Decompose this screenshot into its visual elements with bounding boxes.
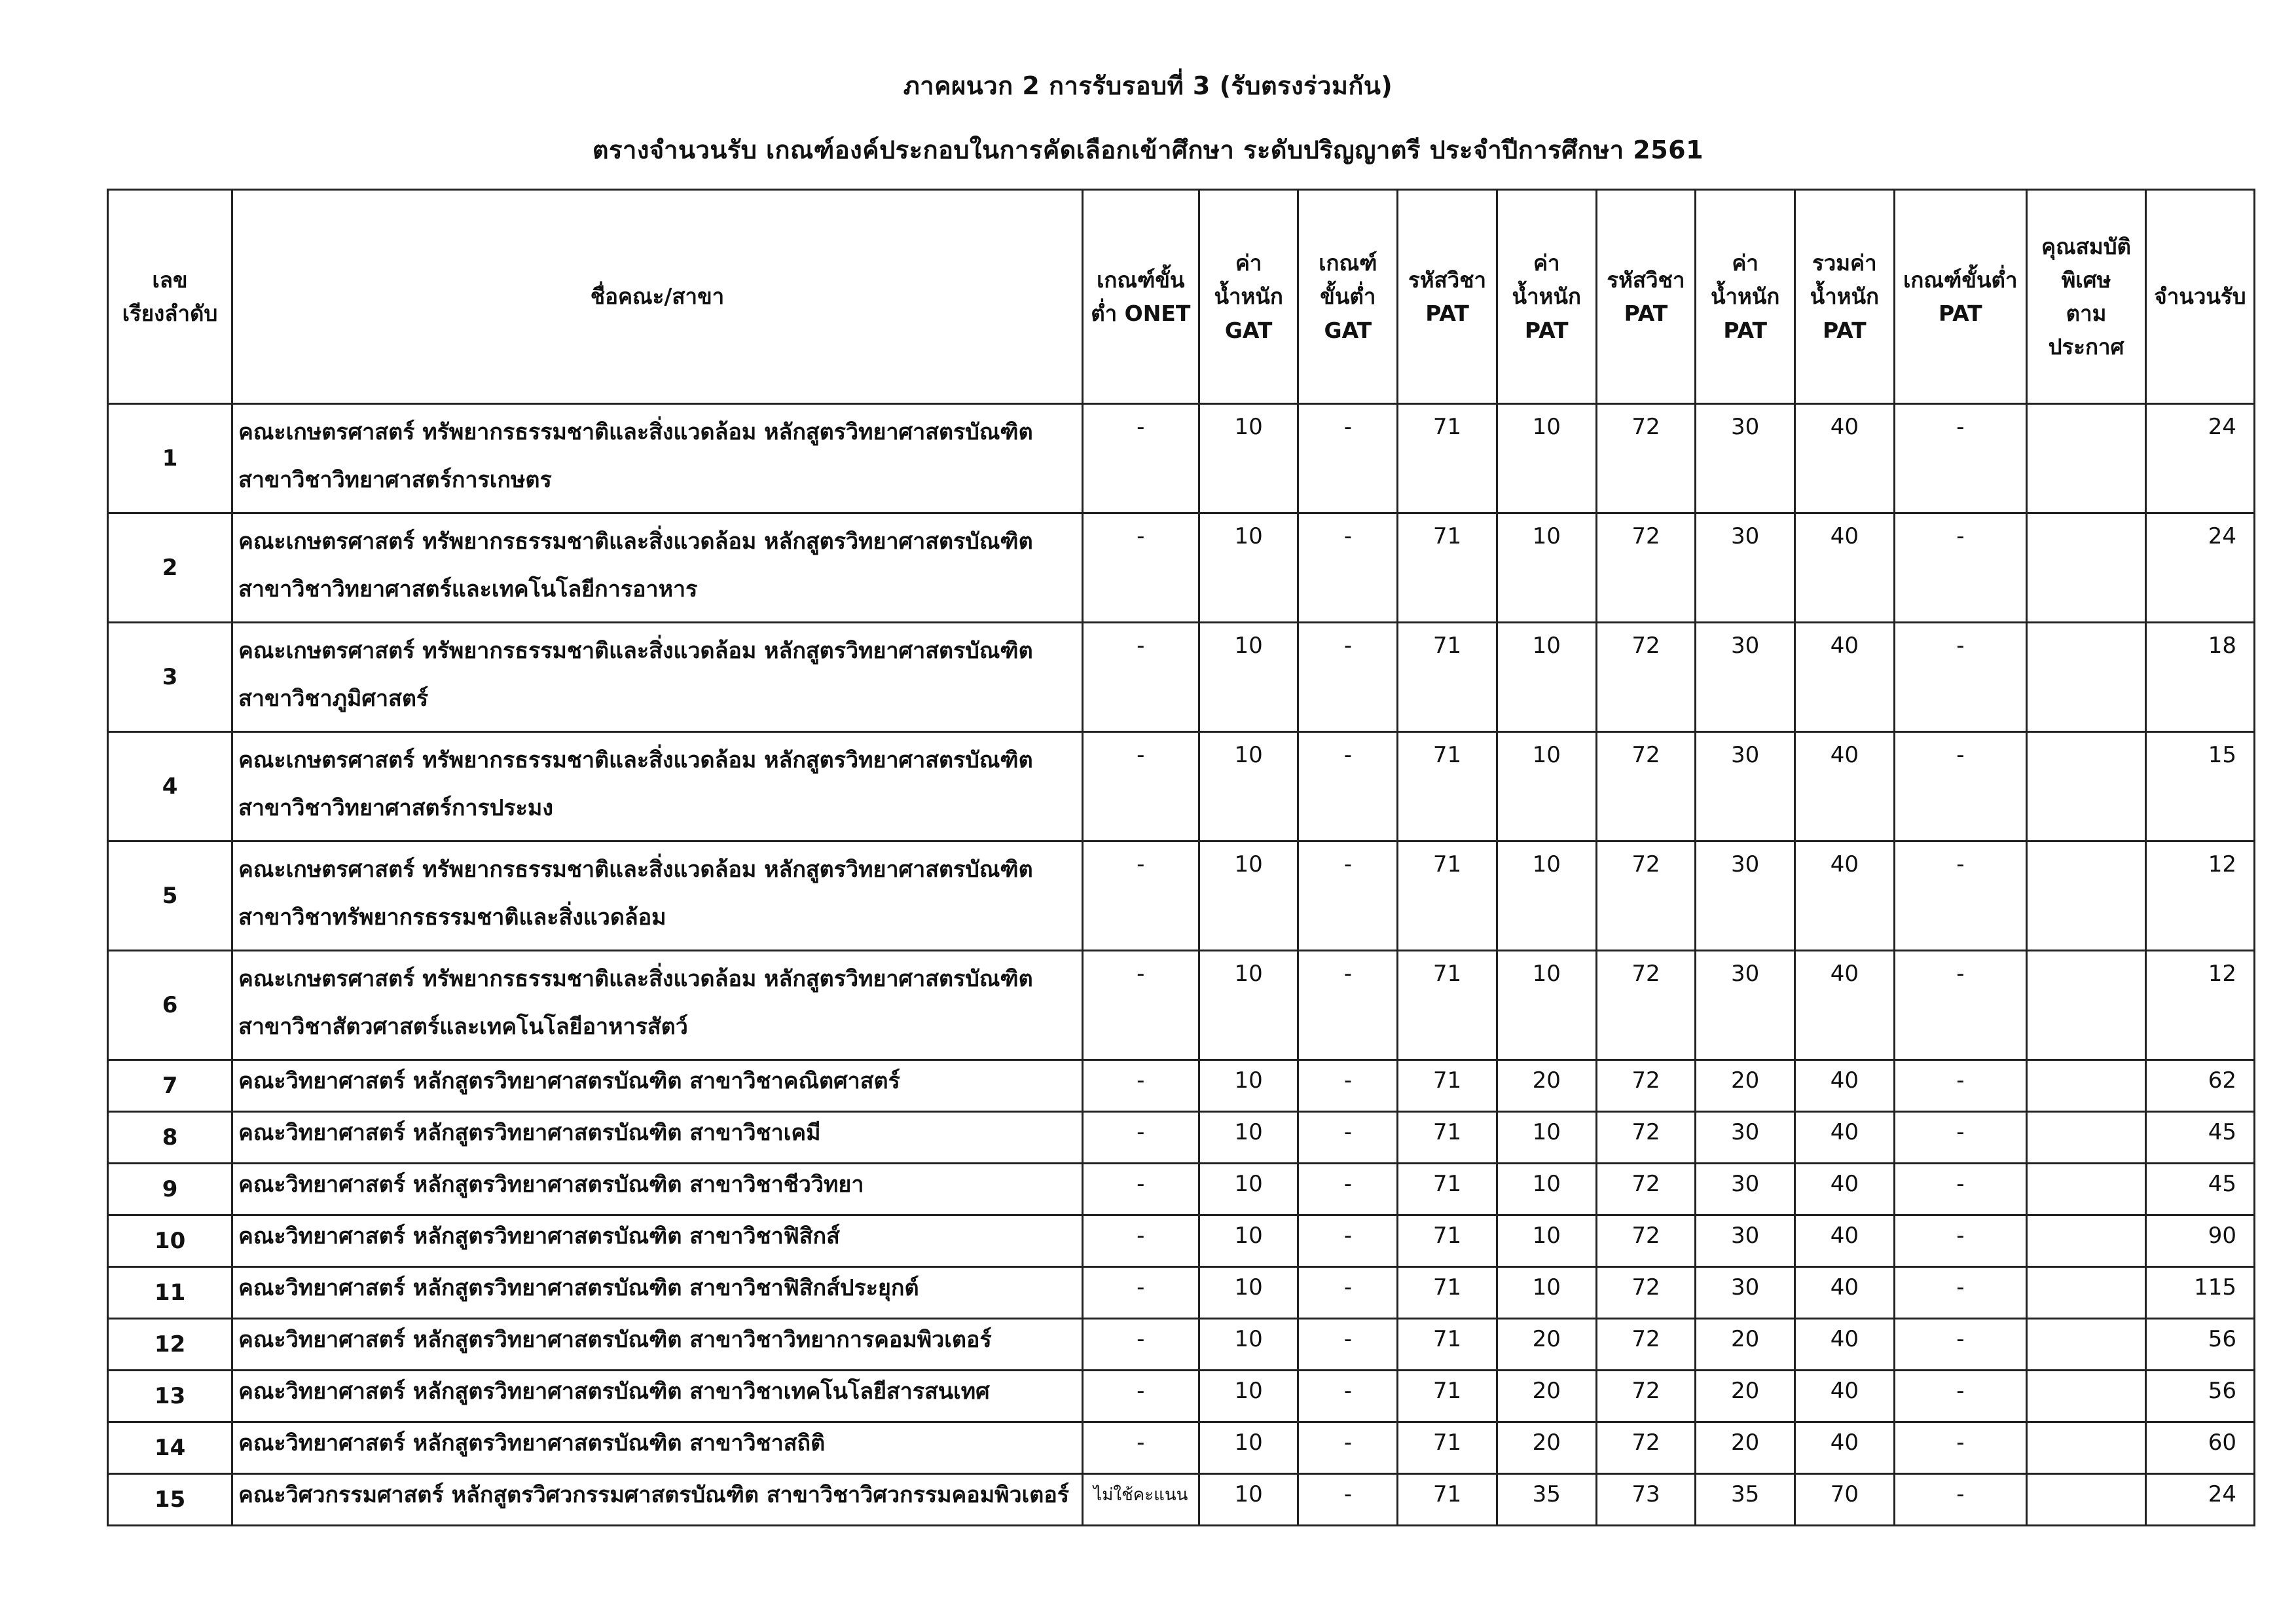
table-row: [108, 404, 2255, 513]
cell-gat-weight: 10: [1199, 623, 1298, 732]
cell-pat-code-2: 73: [1596, 1474, 1696, 1526]
program-line-2: สาขาวิชาวิทยาศาสตร์การเกษตร: [238, 467, 552, 494]
cell-pat-code-2: 72: [1596, 1267, 1696, 1319]
table-row: [108, 1474, 2255, 1526]
cell-pat-total-weight: 70: [1795, 1474, 1895, 1526]
cell-pat-weight-2: 30: [1696, 1164, 1795, 1215]
cell-pat-weight-2: 20: [1696, 1319, 1795, 1371]
document-subtitle: ตรางจำนวนรับ เกณฑ์องค์ประกอบในการคัดเลือกเข้าศึกษา ระดับปริญญาตรี ประจำปีการศึกษา 2561: [592, 136, 1704, 164]
cell-faculty-program: [232, 513, 1083, 623]
cell-pat-weight-1: 20: [1497, 1319, 1596, 1371]
table-row: [108, 1319, 2255, 1371]
cell-order-number: 9: [108, 1164, 232, 1215]
header-pat-minimum: เกณฑ์ขั้นต่ำ PAT: [1894, 190, 2026, 404]
cell-faculty-program: [232, 1319, 1083, 1371]
cell-pat-code-2: 72: [1596, 951, 1696, 1060]
cell-onet-minimum: -: [1082, 1371, 1199, 1422]
header-pat-weight-1: ค่า น้ำหนัก PAT: [1497, 190, 1596, 404]
cell-gat-weight: 10: [1199, 513, 1298, 623]
cell-onet-minimum: -: [1082, 732, 1199, 841]
cell-gat-weight: 10: [1199, 951, 1298, 1060]
cell-pat-weight-1: 10: [1497, 732, 1596, 841]
cell-pat-weight-1: 10: [1497, 513, 1596, 623]
header-pat-code-1: รหัสวิชา PAT: [1398, 190, 1497, 404]
cell-special-qualification: [2026, 513, 2145, 623]
cell-faculty-program: [232, 1215, 1083, 1267]
admission-table: [107, 189, 2255, 1526]
table-header-row: [108, 190, 2255, 404]
cell-faculty-program: [232, 732, 1083, 841]
cell-pat-code-1: 71: [1398, 1474, 1497, 1526]
cell-pat-minimum: -: [1894, 1215, 2026, 1267]
cell-seats: 15: [2146, 732, 2255, 841]
cell-special-qualification: [2026, 623, 2145, 732]
program-line-1: คณะเกษตรศาสตร์ ทรัพยากรธรรมชาติและสิ่งแวดล้อม หลักสูตรวิทยาศาสตรบัณฑิต: [238, 528, 1033, 555]
cell-order-number: 8: [108, 1112, 232, 1164]
cell-onet-minimum: -: [1082, 1060, 1199, 1112]
cell-seats: 90: [2146, 1215, 2255, 1267]
cell-seats: 115: [2146, 1267, 2255, 1319]
cell-pat-code-2: 72: [1596, 732, 1696, 841]
program-line-1: คณะวิทยาศาสตร์ หลักสูตรวิทยาศาสตรบัณฑิต สาขาวิชาสถิติ: [238, 1430, 826, 1456]
program-line-1: คณะเกษตรศาสตร์ ทรัพยากรธรรมชาติและสิ่งแวดล้อม หลักสูตรวิทยาศาสตรบัณฑิต: [238, 638, 1033, 664]
cell-pat-minimum: -: [1894, 623, 2026, 732]
cell-order-number: 12: [108, 1319, 232, 1371]
program-line-1: คณะวิทยาศาสตร์ หลักสูตรวิทยาศาสตรบัณฑิต สาขาวิชาชีววิทยา: [238, 1172, 864, 1198]
cell-pat-minimum: -: [1894, 1060, 2026, 1112]
cell-pat-minimum: -: [1894, 513, 2026, 623]
cell-gat-minimum: -: [1298, 1422, 1398, 1474]
cell-pat-weight-2: 20: [1696, 1371, 1795, 1422]
cell-order-number: 6: [108, 951, 232, 1060]
cell-pat-code-2: 72: [1596, 623, 1696, 732]
cell-gat-minimum: -: [1298, 1371, 1398, 1422]
table-row: [108, 623, 2255, 732]
header-order-number: เลข เรียงลำดับ: [108, 190, 232, 404]
cell-onet-minimum: -: [1082, 513, 1199, 623]
cell-gat-minimum: -: [1298, 1164, 1398, 1215]
cell-special-qualification: [2026, 1215, 2145, 1267]
cell-pat-weight-1: 10: [1497, 1164, 1596, 1215]
cell-pat-weight-2: 30: [1696, 1267, 1795, 1319]
cell-gat-minimum: -: [1298, 732, 1398, 841]
cell-pat-code-2: 72: [1596, 1060, 1696, 1112]
cell-seats: 12: [2146, 951, 2255, 1060]
cell-pat-code-2: 72: [1596, 1112, 1696, 1164]
cell-pat-weight-1: 10: [1497, 951, 1596, 1060]
cell-pat-code-1: 71: [1398, 1164, 1497, 1215]
cell-gat-weight: 10: [1199, 1112, 1298, 1164]
cell-pat-weight-1: 20: [1497, 1060, 1596, 1112]
header-faculty-program: ชื่อคณะ/สาขา: [232, 190, 1083, 404]
table-row: [108, 513, 2255, 623]
cell-pat-code-1: 71: [1398, 1267, 1497, 1319]
cell-order-number: 14: [108, 1422, 232, 1474]
cell-seats: 24: [2146, 1474, 2255, 1526]
cell-pat-weight-2: 30: [1696, 623, 1795, 732]
cell-gat-minimum: -: [1298, 1215, 1398, 1267]
cell-gat-minimum: -: [1298, 1112, 1398, 1164]
cell-faculty-program: [232, 841, 1083, 951]
cell-gat-minimum: -: [1298, 404, 1398, 513]
cell-faculty-program: [232, 623, 1083, 732]
program-line-2: สาขาวิชาสัตวศาสตร์และเทคโนโลยีอาหารสัตว์: [238, 1014, 688, 1041]
cell-gat-minimum: -: [1298, 951, 1398, 1060]
cell-gat-minimum: -: [1298, 1319, 1398, 1371]
table-row: [108, 1060, 2255, 1112]
cell-pat-weight-2: 35: [1696, 1474, 1795, 1526]
program-line-1: คณะวิศวกรรมศาสตร์ หลักสูตรวิศวกรรมศาสตรบัณฑิต สาขาวิชาวิศวกรรมคอมพิวเตอร์: [238, 1482, 1070, 1508]
program-line-1: คณะเกษตรศาสตร์ ทรัพยากรธรรมชาติและสิ่งแวดล้อม หลักสูตรวิทยาศาสตรบัณฑิต: [238, 966, 1033, 992]
header-onet-minimum: เกณฑ์ขั้น ต่ำ ONET: [1082, 190, 1199, 404]
cell-pat-weight-2: 30: [1696, 841, 1795, 951]
cell-pat-minimum: -: [1894, 1422, 2026, 1474]
cell-special-qualification: [2026, 404, 2145, 513]
cell-faculty-program: [232, 1474, 1083, 1526]
cell-pat-total-weight: 40: [1795, 623, 1895, 732]
header-seats: จำนวนรับ: [2146, 190, 2255, 404]
cell-onet-minimum: -: [1082, 1422, 1199, 1474]
cell-onet-minimum: -: [1082, 841, 1199, 951]
cell-gat-weight: 10: [1199, 1164, 1298, 1215]
cell-order-number: 2: [108, 513, 232, 623]
cell-gat-weight: 10: [1199, 841, 1298, 951]
table-row: [108, 1164, 2255, 1215]
cell-seats: 60: [2146, 1422, 2255, 1474]
cell-onet-minimum: -: [1082, 951, 1199, 1060]
cell-special-qualification: [2026, 1112, 2145, 1164]
cell-seats: 24: [2146, 404, 2255, 513]
cell-pat-weight-1: 10: [1497, 1267, 1596, 1319]
cell-pat-total-weight: 40: [1795, 1215, 1895, 1267]
cell-pat-total-weight: 40: [1795, 732, 1895, 841]
header-pat-weight-2: ค่า น้ำหนัก PAT: [1696, 190, 1795, 404]
cell-pat-total-weight: 40: [1795, 1267, 1895, 1319]
cell-special-qualification: [2026, 1371, 2145, 1422]
cell-onet-minimum: -: [1082, 1267, 1199, 1319]
cell-seats: 45: [2146, 1164, 2255, 1215]
cell-faculty-program: [232, 1164, 1083, 1215]
cell-pat-code-2: 72: [1596, 1422, 1696, 1474]
cell-pat-minimum: -: [1894, 1319, 2026, 1371]
cell-pat-minimum: -: [1894, 1267, 2026, 1319]
cell-pat-weight-2: 20: [1696, 1422, 1795, 1474]
cell-seats: 56: [2146, 1371, 2255, 1422]
cell-order-number: 11: [108, 1267, 232, 1319]
cell-gat-weight: 10: [1199, 1371, 1298, 1422]
cell-pat-weight-1: 20: [1497, 1422, 1596, 1474]
header-special-qualification: คุณสมบัติ พิเศษ ตาม ประกาศ: [2026, 190, 2145, 404]
cell-gat-minimum: -: [1298, 1267, 1398, 1319]
cell-pat-minimum: -: [1894, 1164, 2026, 1215]
program-line-1: คณะวิทยาศาสตร์ หลักสูตรวิทยาศาสตรบัณฑิต สาขาวิชาเคมี: [238, 1120, 821, 1146]
cell-gat-weight: 10: [1199, 1422, 1298, 1474]
cell-order-number: 3: [108, 623, 232, 732]
cell-gat-minimum: -: [1298, 1474, 1398, 1526]
cell-special-qualification: [2026, 1060, 2145, 1112]
cell-pat-code-1: 71: [1398, 1319, 1497, 1371]
cell-pat-total-weight: 40: [1795, 951, 1895, 1060]
cell-pat-minimum: -: [1894, 1371, 2026, 1422]
program-line-1: คณะเกษตรศาสตร์ ทรัพยากรธรรมชาติและสิ่งแวดล้อม หลักสูตรวิทยาศาสตรบัณฑิต: [238, 857, 1033, 883]
table-row: [108, 732, 2255, 841]
program-line-1: คณะวิทยาศาสตร์ หลักสูตรวิทยาศาสตรบัณฑิต สาขาวิชาวิทยาการคอมพิวเตอร์: [238, 1327, 992, 1353]
header-pat-code-2: รหัสวิชา PAT: [1596, 190, 1696, 404]
cell-gat-weight: 10: [1199, 1060, 1298, 1112]
program-line-2: สาขาวิชาวิทยาศาสตร์และเทคโนโลยีการอาหาร: [238, 576, 698, 603]
program-line-1: คณะเกษตรศาสตร์ ทรัพยากรธรรมชาติและสิ่งแวดล้อม หลักสูตรวิทยาศาสตรบัณฑิต: [238, 419, 1033, 445]
table-row: [108, 1267, 2255, 1319]
cell-order-number: 1: [108, 404, 232, 513]
table-row: [108, 1112, 2255, 1164]
cell-pat-code-2: 72: [1596, 404, 1696, 513]
cell-seats: 56: [2146, 1319, 2255, 1371]
cell-order-number: 4: [108, 732, 232, 841]
program-line-1: คณะวิทยาศาสตร์ หลักสูตรวิทยาศาสตรบัณฑิต สาขาวิชาคณิตศาสตร์: [238, 1068, 900, 1094]
cell-pat-code-1: 71: [1398, 1215, 1497, 1267]
cell-order-number: 10: [108, 1215, 232, 1267]
cell-pat-weight-2: 30: [1696, 951, 1795, 1060]
table-body: [108, 404, 2255, 1526]
cell-pat-weight-2: 30: [1696, 513, 1795, 623]
cell-gat-weight: 10: [1199, 1474, 1298, 1526]
table-row: [108, 1215, 2255, 1267]
cell-faculty-program: [232, 1060, 1083, 1112]
cell-special-qualification: [2026, 732, 2145, 841]
cell-pat-code-1: 71: [1398, 1422, 1497, 1474]
cell-seats: 12: [2146, 841, 2255, 951]
cell-pat-weight-1: 10: [1497, 841, 1596, 951]
cell-pat-code-2: 72: [1596, 1319, 1696, 1371]
program-line-1: คณะวิทยาศาสตร์ หลักสูตรวิทยาศาสตรบัณฑิต สาขาวิชาฟิสิกส์ประยุกต์: [238, 1275, 919, 1301]
cell-special-qualification: [2026, 1164, 2145, 1215]
cell-pat-total-weight: 40: [1795, 404, 1895, 513]
cell-order-number: 5: [108, 841, 232, 951]
cell-special-qualification: [2026, 841, 2145, 951]
cell-pat-weight-1: 10: [1497, 1215, 1596, 1267]
cell-pat-code-1: 71: [1398, 732, 1497, 841]
document-title: ภาคผนวก 2 การรับรอบที่ 3 (รับตรงร่วมกัน): [903, 71, 1393, 100]
cell-pat-weight-2: 30: [1696, 1112, 1795, 1164]
cell-pat-weight-1: 35: [1497, 1474, 1596, 1526]
cell-gat-minimum: -: [1298, 841, 1398, 951]
cell-gat-weight: 10: [1199, 404, 1298, 513]
cell-pat-code-2: 72: [1596, 1164, 1696, 1215]
cell-gat-weight: 10: [1199, 1319, 1298, 1371]
cell-pat-code-2: 72: [1596, 841, 1696, 951]
cell-special-qualification: [2026, 951, 2145, 1060]
cell-faculty-program: [232, 951, 1083, 1060]
cell-pat-weight-2: 30: [1696, 732, 1795, 841]
cell-pat-total-weight: 40: [1795, 1371, 1895, 1422]
cell-seats: 18: [2146, 623, 2255, 732]
cell-pat-minimum: -: [1894, 1112, 2026, 1164]
cell-onet-minimum: ไม่ใช้คะแนน: [1082, 1474, 1199, 1526]
cell-faculty-program: [232, 1422, 1083, 1474]
cell-onet-minimum: -: [1082, 1215, 1199, 1267]
program-line-1: คณะเกษตรศาสตร์ ทรัพยากรธรรมชาติและสิ่งแวดล้อม หลักสูตรวิทยาศาสตรบัณฑิต: [238, 747, 1033, 773]
cell-special-qualification: [2026, 1267, 2145, 1319]
cell-gat-minimum: -: [1298, 623, 1398, 732]
table-row: [108, 951, 2255, 1060]
cell-pat-code-1: 71: [1398, 1371, 1497, 1422]
table-row: [108, 841, 2255, 951]
cell-gat-minimum: -: [1298, 513, 1398, 623]
cell-special-qualification: [2026, 1422, 2145, 1474]
cell-pat-code-1: 71: [1398, 841, 1497, 951]
header-gat-minimum: เกณฑ์ ขั้นต่ำ GAT: [1298, 190, 1398, 404]
cell-pat-minimum: -: [1894, 732, 2026, 841]
cell-pat-minimum: -: [1894, 951, 2026, 1060]
cell-onet-minimum: -: [1082, 623, 1199, 732]
cell-onet-minimum: -: [1082, 1164, 1199, 1215]
program-line-1: คณะวิทยาศาสตร์ หลักสูตรวิทยาศาสตรบัณฑิต สาขาวิชาฟิสิกส์: [238, 1223, 840, 1249]
cell-gat-weight: 10: [1199, 1215, 1298, 1267]
cell-seats: 62: [2146, 1060, 2255, 1112]
cell-pat-weight-2: 30: [1696, 1215, 1795, 1267]
cell-faculty-program: [232, 1112, 1083, 1164]
cell-gat-weight: 10: [1199, 1267, 1298, 1319]
cell-pat-code-2: 72: [1596, 1371, 1696, 1422]
cell-pat-weight-1: 10: [1497, 404, 1596, 513]
cell-order-number: 15: [108, 1474, 232, 1526]
table-row: [108, 1422, 2255, 1474]
cell-gat-minimum: -: [1298, 1060, 1398, 1112]
header-gat-weight: ค่า น้ำหนัก GAT: [1199, 190, 1298, 404]
cell-pat-code-1: 71: [1398, 513, 1497, 623]
cell-pat-weight-2: 30: [1696, 404, 1795, 513]
cell-pat-total-weight: 40: [1795, 1319, 1895, 1371]
cell-pat-total-weight: 40: [1795, 1164, 1895, 1215]
cell-pat-code-2: 72: [1596, 513, 1696, 623]
cell-pat-weight-2: 20: [1696, 1060, 1795, 1112]
cell-pat-minimum: -: [1894, 404, 2026, 513]
cell-special-qualification: [2026, 1319, 2145, 1371]
cell-pat-code-1: 71: [1398, 623, 1497, 732]
cell-pat-total-weight: 40: [1795, 1422, 1895, 1474]
cell-pat-weight-1: 10: [1497, 1112, 1596, 1164]
cell-pat-code-2: 72: [1596, 1215, 1696, 1267]
cell-pat-weight-1: 10: [1497, 623, 1596, 732]
program-line-2: สาขาวิชาภูมิศาสตร์: [238, 686, 429, 712]
cell-order-number: 7: [108, 1060, 232, 1112]
cell-pat-code-1: 71: [1398, 1060, 1497, 1112]
cell-onet-minimum: -: [1082, 404, 1199, 513]
cell-pat-total-weight: 40: [1795, 841, 1895, 951]
cell-pat-code-1: 71: [1398, 1112, 1497, 1164]
cell-seats: 45: [2146, 1112, 2255, 1164]
cell-onet-minimum: -: [1082, 1112, 1199, 1164]
cell-pat-total-weight: 40: [1795, 513, 1895, 623]
cell-faculty-program: [232, 1267, 1083, 1319]
cell-pat-total-weight: 40: [1795, 1060, 1895, 1112]
cell-onet-minimum: -: [1082, 1319, 1199, 1371]
cell-order-number: 13: [108, 1371, 232, 1422]
cell-pat-minimum: -: [1894, 1474, 2026, 1526]
cell-pat-total-weight: 40: [1795, 1112, 1895, 1164]
program-line-1: คณะวิทยาศาสตร์ หลักสูตรวิทยาศาสตรบัณฑิต สาขาวิชาเทคโนโลยีสารสนเทศ: [238, 1378, 990, 1405]
program-line-2: สาขาวิชาวิทยาศาสตร์การประมง: [238, 795, 553, 822]
cell-special-qualification: [2026, 1474, 2145, 1526]
program-line-2: สาขาวิชาทรัพยากรธรรมชาติและสิ่งแวดล้อม: [238, 904, 666, 931]
cell-faculty-program: [232, 1371, 1083, 1422]
cell-pat-weight-1: 20: [1497, 1371, 1596, 1422]
cell-seats: 24: [2146, 513, 2255, 623]
cell-gat-weight: 10: [1199, 732, 1298, 841]
cell-pat-code-1: 71: [1398, 404, 1497, 513]
cell-faculty-program: [232, 404, 1083, 513]
cell-pat-code-1: 71: [1398, 951, 1497, 1060]
header-pat-total-weight: รวมค่า น้ำหนัก PAT: [1795, 190, 1895, 404]
table-row: [108, 1371, 2255, 1422]
cell-pat-minimum: -: [1894, 841, 2026, 951]
